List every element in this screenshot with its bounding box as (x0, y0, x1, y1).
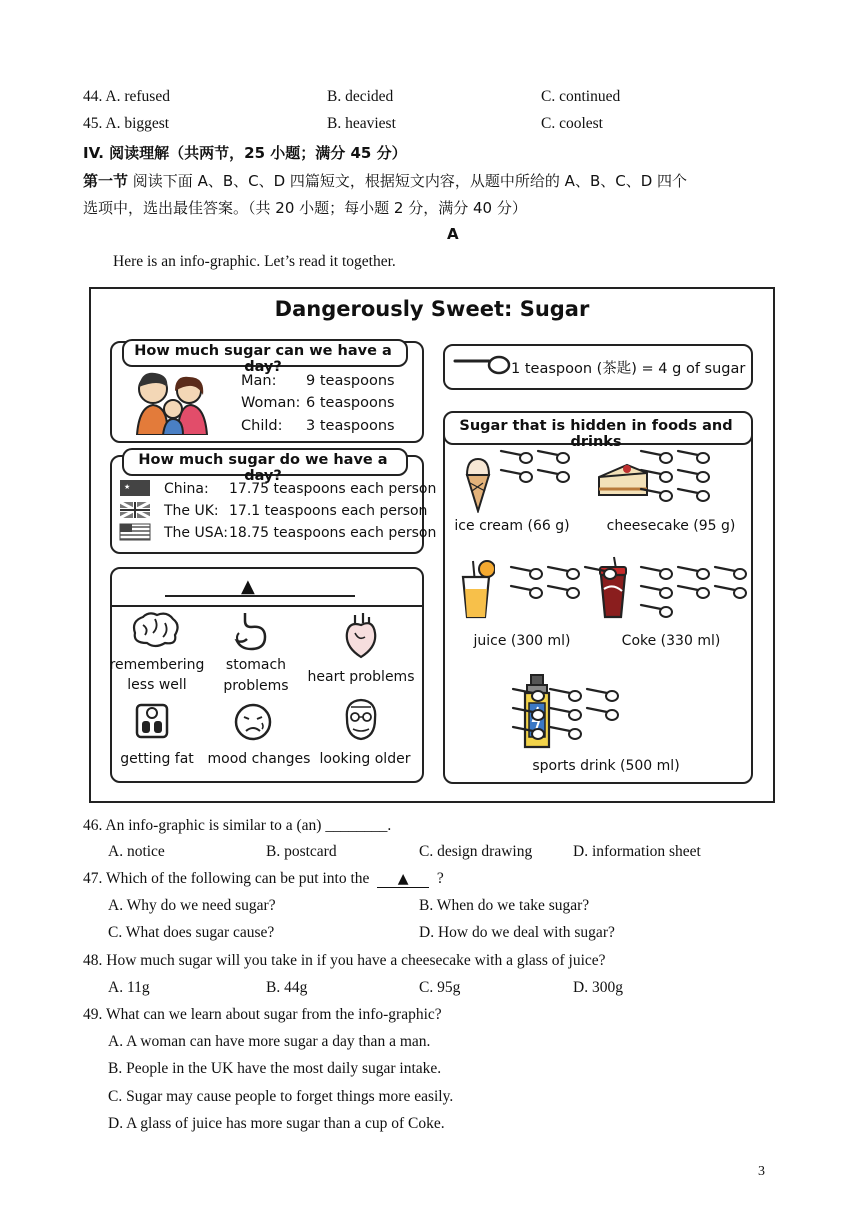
sugar-spoon-mark (641, 586, 672, 598)
q46-stem: 46. An info-graphic is similar to a (an) ________. (83, 817, 392, 834)
sugar-spoon-mark (585, 567, 616, 579)
sugar-spoon-mark (678, 489, 709, 501)
q46-option-c: C. design drawing (419, 843, 533, 860)
q49-stem: 49. What can we learn about sugar from the info-graphic? (83, 1006, 442, 1023)
q47-option-b: B. When do we take sugar? (419, 897, 590, 914)
sugar-spoon-mark (513, 727, 544, 739)
sugar-spoon-mark (678, 586, 709, 598)
sugar-spoon-mark (501, 470, 532, 482)
woman-label: Woman: (241, 395, 301, 411)
effect-heart-label: heart problems (307, 669, 415, 685)
instructions-label: 第一节 (83, 172, 129, 190)
sugar-spoon-mark (511, 586, 542, 598)
child-amount: 3 teaspoons (306, 418, 395, 434)
woman-amount: 6 teaspoons (306, 395, 395, 411)
q49-option-c: C. Sugar may cause people to forget things more easily. (108, 1088, 454, 1105)
cheesecake-label: cheesecake (95 g) (606, 518, 736, 534)
sugar-spoon-mark (641, 567, 672, 579)
svg-text:★: ★ (124, 483, 131, 491)
sugar-spoon-mark (501, 451, 532, 463)
q49-option-d: D. A glass of juice has more sugar than a cup of Coke. (108, 1115, 445, 1132)
can-have-header: How much sugar can we have a day? (134, 343, 392, 375)
q47-stem (83, 870, 444, 888)
q49-option-b: B. People in the UK have the most daily sugar intake. (108, 1060, 442, 1077)
usa-label: The USA: (164, 525, 228, 541)
infographic (89, 287, 775, 803)
effects-header-line (165, 595, 355, 597)
sugar-spoon-mark (715, 567, 746, 579)
china-amount: 17.75 teaspoons each person (229, 481, 437, 497)
sugar-spoon-mark (678, 451, 709, 463)
do-have-header: How much sugar do we have a day? (138, 452, 388, 484)
sugar-spoon-mark (513, 689, 544, 701)
instructions-line2: 选项中，选出最佳答案。（共 20 小题；每小题 2 分，满分 40 分） (83, 199, 527, 217)
heart-icon (343, 611, 379, 659)
q45-option-b: B. heaviest (327, 115, 396, 132)
q48-stem: 48. How much sugar will you take in if you have a cheesecake with a glass of juice? (83, 952, 606, 969)
sugar-spoon-mark (587, 708, 618, 720)
passage-letter: A (447, 225, 459, 243)
q49-option-a: A. A woman can have more sugar a day than a man. (108, 1033, 431, 1050)
scale-icon (135, 703, 169, 739)
brain-icon (129, 611, 181, 649)
sugar-spoon-mark (548, 567, 579, 579)
q45-option-a: 45. A. biggest (83, 115, 170, 132)
page-number: 3 (758, 1164, 765, 1179)
sugar-spoon-mark (678, 567, 709, 579)
man-amount: 9 teaspoons (306, 373, 395, 389)
sugar-spoon-mark (538, 470, 569, 482)
q46-option-b: B. postcard (266, 843, 337, 860)
coke-label: Coke (330 ml) (621, 633, 721, 649)
q47-option-a: A. Why do we need sugar? (108, 897, 276, 914)
q47-stem-text: 47. Which of the following can be put into the (83, 870, 370, 887)
q48-option-d: D. 300g (573, 979, 623, 996)
q47-blank-triangle: ▲ (377, 871, 429, 888)
section-title: IV. 阅读理解（共两节，25 小题；满分 45 分） (83, 144, 407, 162)
q45-option-c: C. coolest (541, 115, 603, 132)
passage-intro: Here is an info-graphic. Let’s read it together. (113, 253, 396, 270)
effect-stomach-label1: stomach (225, 657, 287, 673)
sugar-spoon-mark (550, 727, 581, 739)
family-icon (131, 369, 215, 435)
sugar-spoon-mark (641, 451, 672, 463)
effects-header-triangle: ▲ (241, 576, 255, 597)
old-face-icon (341, 697, 381, 741)
q46-option-a: A. notice (108, 843, 165, 860)
uk-label: The UK: (164, 503, 219, 519)
effects-divider (110, 605, 424, 607)
sugar-spoon-mark (641, 470, 672, 482)
hidden-sugar-header: Sugar that is hidden in foods and drinks (459, 418, 733, 450)
q48-option-c: C. 95g (419, 979, 461, 996)
infographic-title: Dangerously Sweet: Sugar (274, 297, 590, 321)
effect-getting-fat-label: getting fat (120, 751, 194, 767)
teaspoon-text: 1 teaspoon (茶匙) = 4 g of sugar (511, 361, 746, 377)
sugar-spoon-mark (550, 689, 581, 701)
ice-cream-label: ice cream (66 g) (454, 518, 570, 534)
sports-drink-label: sports drink (500 ml) (532, 758, 680, 774)
q44-option-c: C. continued (541, 88, 621, 105)
sugar-spoon-mark (641, 605, 672, 617)
effect-remembering-label1: remembering (109, 657, 205, 673)
effect-stomach-label2: problems (223, 678, 289, 694)
sugar-spoon-mark (550, 708, 581, 720)
q46-option-d: D. information sheet (573, 843, 701, 860)
q47-option-c: C. What does sugar cause? (108, 924, 275, 941)
instructions-text1: 阅读下面 A、B、C、D 四篇短文，根据短文内容，从题中所给的 A、B、C、D 四个 (132, 172, 688, 190)
sugar-spoon-marks (443, 439, 749, 779)
effect-mood-changes-label: mood changes (207, 751, 311, 767)
sugar-spoon-mark (538, 451, 569, 463)
effect-remembering-label2: less well (127, 677, 187, 693)
sugar-spoon-mark (641, 489, 672, 501)
effect-looking-older-label: looking older (319, 751, 411, 767)
teaspoon-icon (453, 351, 511, 377)
sugar-spoon-mark (715, 586, 746, 598)
stomach-icon (231, 611, 271, 651)
china-label: China: (164, 481, 209, 497)
sugar-spoon-mark (511, 567, 542, 579)
q47-option-d: D. How do we deal with sugar? (419, 924, 615, 941)
man-label: Man: (241, 373, 277, 389)
instructions-line1 (83, 170, 687, 191)
sugar-spoon-mark (513, 708, 544, 720)
sugar-spoon-mark (587, 689, 618, 701)
q44-option-a: 44. A. refused (83, 88, 170, 105)
uk-amount: 17.1 teaspoons each person (229, 503, 428, 519)
juice-label: juice (300 ml) (473, 633, 571, 649)
q48-option-b: B. 44g (266, 979, 308, 996)
q44-option-b: B. decided (327, 88, 394, 105)
child-label: Child: (241, 418, 283, 434)
q48-option-a: A. 11g (108, 979, 150, 996)
q47-question-mark: ? (436, 870, 444, 887)
sad-face-icon (234, 703, 272, 741)
usa-amount: 18.75 teaspoons each person (229, 525, 437, 541)
sugar-spoon-mark (548, 586, 579, 598)
sugar-spoon-mark (678, 470, 709, 482)
flags-icon (119, 479, 151, 543)
